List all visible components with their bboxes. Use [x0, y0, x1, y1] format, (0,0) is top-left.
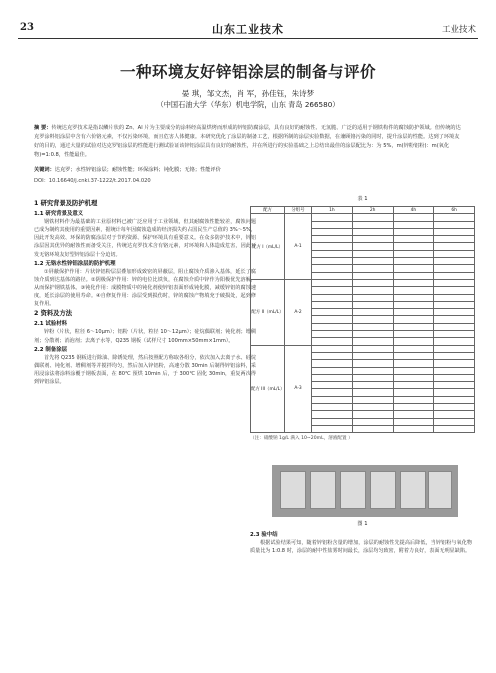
author-list: 晏 琪，邹文杰，肖 军，孙佳钰，朱诗梦	[181, 89, 315, 98]
sample-plate	[370, 471, 396, 509]
table-group-cell: A-2	[285, 279, 312, 345]
paragraph: 钢铁材料作为最基础的工业原材料已被广泛应用于工业领域，但其耐腐蚀性能较差，腐蚀问题已成为制约其使用的重要因素，据统计每年因腐蚀造成的经济损失约占国民生产总值的 3%～5%，因此开发高效、环保的防腐涂层对于节约资源、保护环境具有重要意义。在众多防护技术中，锌铝涂层因其优异的耐蚀性而备受关注，传统达克罗技术含有铬元素，对环境和人体造成危害，因此开发无铬环境友好型锌铝涂层十分迫切。	[34, 219, 256, 258]
table-header-cell: 2h	[352, 207, 393, 214]
section-heading: 2 资料及方法	[34, 310, 73, 318]
paragraph: ①屏蔽保护作用：片状锌铝粉层层叠加形成致密的屏蔽层，阻止腐蚀介质渗入基体，延长了腐蚀介质到达基体的路径。②阴极保护作用：锌的电位比铁负，在腐蚀介质中锌作为阳极优先溶解，从而保护钢铁基体。③钝化作用：成膜物质中的钝化剂使锌铝表面形成钝化膜，减缓锌铝的腐蚀速度，延长涂层的使用寿命。④自修复作用：涂层受到损伤时，锌的腐蚀产物填充于破损处，起到修复作用。	[34, 268, 256, 308]
table-group-cell: 配方 II（mL/L）	[251, 279, 285, 345]
table-header-cell: 分组号	[285, 207, 312, 214]
subsection-heading: 2.2 制备涂层	[34, 346, 67, 353]
table-header-row	[251, 207, 475, 214]
journal-name: 山东工业技术	[212, 23, 284, 36]
subsection-heading: 2.1 试验材料	[34, 321, 67, 328]
table-group-cell: A-3	[285, 345, 312, 433]
table-header-cell: 6h	[434, 207, 475, 214]
abstract-text: 传统达克罗技术是指以鳞片状的 Zn、Al 片为主要成分的涂料经高温烘烤而形成的锌铝防腐涂层，具有良好的耐蚀性、无氢脆、广泛的适用于钢铁构件的腐蚀防护领域。但传统的达克罗涂料铝涂层中含有六价铬元素，不仅污染环境，而且危害人体健康。本研究优化了涂层的制备工艺，根据所制的涂层实验数据，在兼顾铬污染的同时，提升涂层的性能。达到了环境友好的目的，通过大量的试验对达克罗铝涂层的性能进行测试验证该锌铝涂层具有良好的耐蚀性，并在所进行的实验基础之上总结出最佳的涂层配比为：为 5%，m(锌粉铝粉)：m(氧化物)=1:0.8，性能最佳。	[34, 125, 461, 158]
sample-plate	[280, 471, 306, 509]
table-header-cell: 4h	[393, 207, 434, 214]
table-group-cell: A-1	[285, 214, 312, 280]
doi: DOI：10.16640/j.cnki.37-1222/t.2017.04.020	[34, 178, 151, 184]
table-row	[251, 214, 475, 221]
sample-plate	[310, 471, 336, 509]
page-number: 23	[20, 22, 34, 33]
paragraph: 首先将 Q235 钢板进行除油、除锈处理，然后按照配方称取各组分，依次加入去离子水、硅烷偶联剂、钝化剂、增稠剂等并搅拌均匀，然后加入锌铝粉，高速分散 30min 后制得锌铝涂料，采用浸涂法将涂料涂覆于钢板表面，在 80℃ 预烘 10min 后，于 300℃ 固化 30min，重复两次得到锌铝涂层。	[34, 354, 256, 385]
table-note: （注：硝酸钠 1g/L 满入 10~20mL，溶液配置 ）	[250, 436, 353, 442]
section-heading: 1 研究背景及防护机理	[34, 200, 98, 207]
sample-plate	[400, 471, 426, 509]
page-header	[18, 22, 478, 38]
table-row	[251, 279, 475, 286]
table-header-cell: 配方	[251, 207, 285, 214]
table-group-cell: 配方 I（mL/L）	[251, 214, 285, 280]
article-title: 一种环境友好锌铝涂层的制备与评价	[119, 62, 376, 81]
header-divider	[18, 38, 478, 39]
section-tag: 工业技术	[441, 25, 476, 35]
abstract	[34, 124, 462, 160]
left-column	[34, 198, 256, 386]
figure-caption: 图 1	[357, 521, 368, 527]
keywords-label: 关键词：	[34, 167, 55, 173]
abstract-label: 摘 要：	[34, 125, 52, 131]
sample-photo	[272, 465, 458, 517]
subsection-heading: 1.1 研究背景及意义	[34, 211, 84, 218]
right-column	[250, 530, 472, 555]
affiliation: （中国石油大学（华东）机电学院，山东 青岛 266580）	[156, 100, 340, 109]
table-row	[251, 345, 475, 352]
table-header-cell: 1h	[312, 207, 353, 214]
table-1	[250, 195, 475, 441]
keywords	[34, 166, 462, 173]
paragraph: 锌粉（片状，粒径 6～10μm）；铝粉（片状，粒径 10～12μm）；硅烷偶联剂；钝化剂；增稠剂；分散剂；消泡剂；去离子水等，Q235 钢板（试样尺寸 100mm×50mm×1mm）。	[34, 329, 256, 344]
sample-plate	[428, 471, 452, 509]
subsection-heading: 2.3 验中结	[250, 532, 278, 538]
table-caption: 表 1	[357, 196, 368, 202]
subsection-heading: 1.2 无铬水性锌铝涂层的防护机理	[34, 260, 116, 267]
keywords-text: 达克罗；水性锌铝涂层；耐蚀性能；环保涂料；钝化膜；无铬；性能评价	[54, 167, 221, 173]
paragraph: 根据试验结果可知，随着锌铝粉含量的增加，涂层的耐蚀性先提高后降低，当锌铝粉与氧化物质量比为 1:0.8 时，涂层的耐中性盐雾时间最长，涂层均匀致密，附着力良好，表面无明显缺陷。	[250, 540, 472, 555]
table-group-cell: 配方 III（mL/L）	[251, 345, 285, 433]
data-table	[250, 206, 475, 433]
sample-plate	[340, 471, 366, 509]
